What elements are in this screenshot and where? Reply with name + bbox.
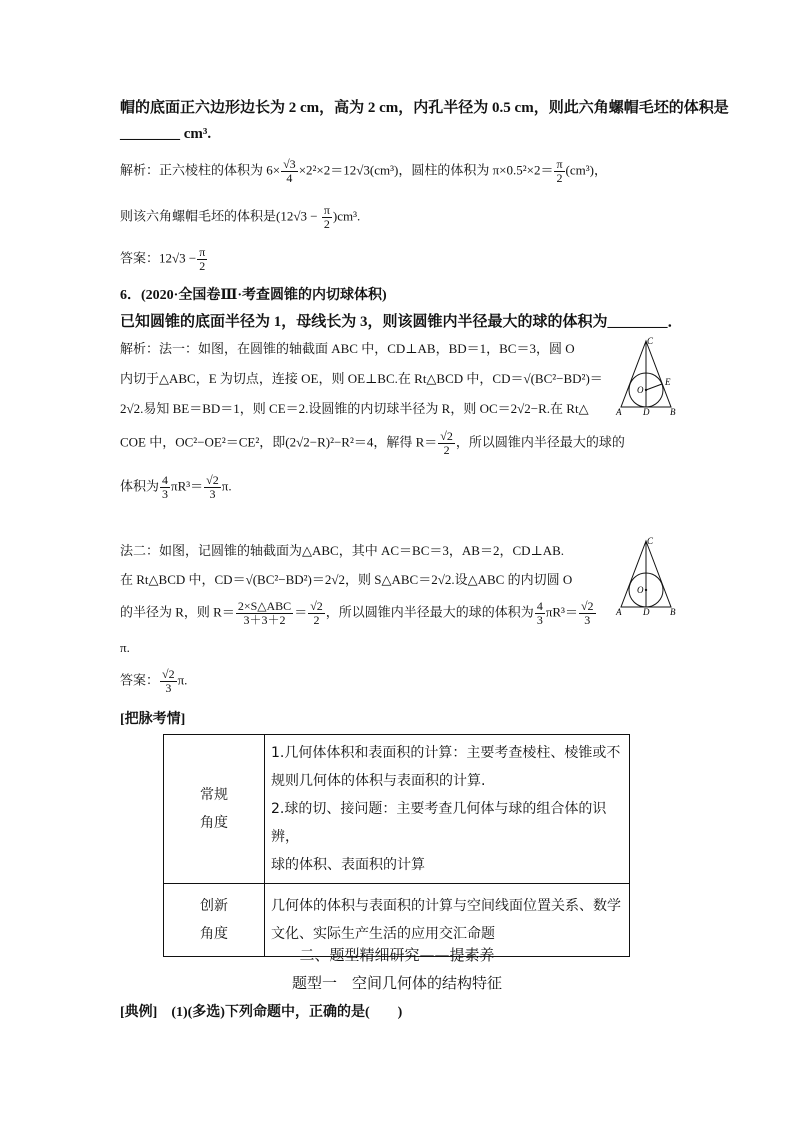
q6-m2-l3-a: 的半径为 R，则 R＝ [120,604,235,620]
label-d: D [643,407,650,417]
fraction-sqrt2-over-2: $\frac{√2}{2}$ [440,429,453,457]
label-c: C [647,336,654,346]
fraction-sqrt3-over-4: $\frac{√3}{4}$ [283,157,296,185]
fraction-4-over-3: $\frac{4}{3}$ [162,473,169,501]
fraction-2s-over-perimeter: $\frac{\text{2×S△ABC}}{3+3+2}$ [237,599,292,627]
q6-answer-pi: π. [177,672,188,688]
q6-m1-l5-a: 体积为 [120,478,160,494]
row-text-line: 2.球的切、接问题：主要考查几何体与球的组合体的识辨， [271,801,607,845]
q5-sol-text-c: (cm³)， [565,162,607,178]
q6-m1-line2: 内切于△ABC，E 为切点，连接 OE，则 OE⊥BC.在 Rt△BCD 中，CD＝√(BC²−BD²)＝ [120,371,603,386]
label-a-2: A [616,607,622,617]
row-label-line1: 创新 [200,898,228,914]
row-text-cell [265,735,630,884]
row-label-line2: 角度 [200,815,228,831]
q6-m1-line5 [120,474,232,501]
q5-answer [120,246,208,273]
table-row [164,735,630,884]
q5-sol-text-a: 解析：正六棱柱的体积为 6× [120,162,281,178]
segment-oe [646,384,662,390]
row-label-line1: 常规 [200,787,228,803]
q6-m2-line2: 在 Rt△BCD 中，CD＝√(BC²−BD²)＝2√2，则 S△ABC＝2√2.设△ABC 的内切圆 O [120,572,573,587]
fraction-pi-over-2-c: $\frac{\pi}{2}$ [199,245,206,273]
q6-m1-l4-a: COE 中，OC²−OE²＝CE²，即(2√2−R)²−R²＝4，解得 R＝ [120,434,438,450]
q6-m1-l5-c: π. [221,478,232,494]
q5-stem-line [120,96,729,117]
q6-m1-l5-b: πR³＝ [171,478,204,494]
row-text-line: 1.几何体体积和表面积的计算：主要考查棱柱、棱锥或不 [271,745,621,761]
q5-sol2-c: )cm³. [332,208,361,224]
q6-heading: 6．(2020·全国卷Ⅲ·考查圆锥的内切球体积) [120,288,387,303]
q5-unit: cm³. [180,126,212,142]
q6-m2-line4: π. [120,640,130,655]
q5-blank: ________ [120,126,180,142]
fraction-sqrt2-over-3-b: $\frac{√2}{3}$ [580,599,594,627]
q6-m1-line3: 2√2.易知 BE＝BD＝1，则 CE＝2.设圆锥的内切球半径为 R，则 OC＝2√2−R.在 Rt△ [120,401,589,416]
example-prompt: [典例] (1)(多选)下列命题中，正确的是( ) [120,1005,403,1020]
fraction-pi-over-2: $\frac{\pi}{2}$ [556,157,563,185]
label-o-2: O [637,585,644,595]
label-c-2: C [647,536,654,546]
q5-sol2-b: (12√3 − [276,208,321,224]
label-b-2: B [670,607,676,617]
center-o-2 [645,589,647,591]
q6-m1-line4 [120,430,625,457]
fraction-pi-over-2-b: $\frac{\pi}{2}$ [323,203,330,231]
analysis-heading: [把脉考情] [120,712,186,727]
label-b: B [670,407,676,417]
fraction-sqrt2-over-2-b: $\frac{√2}{2}$ [310,599,323,627]
q5-sol2-a: 则该六角螺帽毛坯的体积是 [120,208,277,224]
q6-m2-line3 [120,600,597,627]
row-label-cell [164,735,265,884]
q6-m2-l3-d: πR³＝ [545,604,578,620]
label-e: E [665,377,671,387]
row-text-line: 文化、实际生产生活的应用交汇命题 [271,926,495,942]
q5-sol-text-b: ×2²×2＝12√3(cm³)，圆柱的体积为 π×0.5²×2＝ [298,162,554,178]
section-title: 二、题型精细研究——提素养 [299,946,495,964]
label-o: O [637,385,644,395]
q6-answer-label: 答案： [120,672,160,688]
label-d-2: D [643,607,650,617]
fraction-sqrt2-over-3-answer: $\frac{√2}{3}$ [162,667,175,695]
fraction-4-over-3-b: $\frac{4}{3}$ [536,599,543,627]
label-a: A [616,407,622,417]
q6-m2-l3-c: ，所以圆锥内半径最大的球的体积为 [325,604,534,620]
center-o [645,389,647,391]
fraction-sqrt2-over-3: $\frac{√2}{3}$ [206,473,219,501]
cone-section-figure-1 [615,335,677,417]
q6-answer [120,668,187,695]
section-subtitle: 题型一 空间几何体的结构特征 [291,974,502,992]
row-text-line: 几何体的体积与表面积的计算与空间线面位置关系、数学 [271,898,621,914]
cone-section-figure-2 [615,535,677,617]
analysis-table [163,734,630,957]
q5-answer-text: 答案：12√3 − [120,250,197,266]
row-text-line: 规则几何体的体积与表面积的计算. [271,773,486,789]
q5-solution-line2 [120,204,360,231]
q5-solution-line1 [120,158,607,185]
q6-m1-line1: 解析：法一：如图，在圆锥的轴截面 ABC 中，CD⊥AB，BD＝1，BC＝3，圆 O [120,341,575,356]
q6-problem: 已知圆锥的底面半径为 1，母线长为 3，则该圆锥内半径最大的球的体积为________． [120,314,683,330]
row-label-line2: 角度 [200,926,228,942]
q6-m2-l3-b: ＝ [294,604,308,620]
row-text-line: 球的体积、表面积的计算 [271,857,425,873]
q6-m2-line1: 法二：如图，记圆锥的轴截面为△ABC，其中 AC＝BC＝3，AB＝2，CD⊥AB. [120,543,565,558]
q5-blank-line [120,126,211,143]
q5-stem-text: 帽的底面正六边形边长为 2 cm，高为 2 cm，内孔半径为 0.5 cm，则此六角螺帽毛坯的体积是 [120,100,729,116]
q6-m1-l4-b: ，所以圆锥内半径最大的球的 [455,434,625,450]
